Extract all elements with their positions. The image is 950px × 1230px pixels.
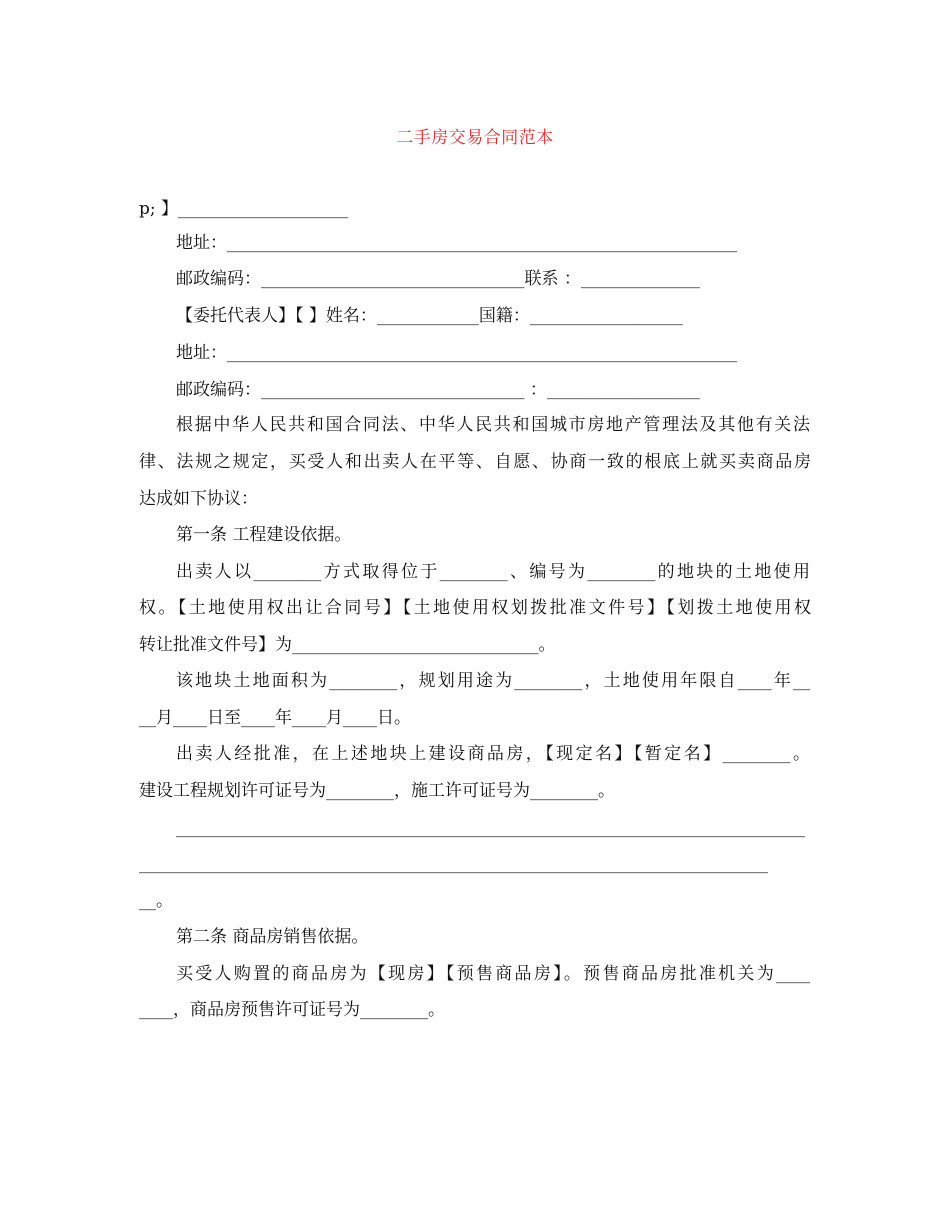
article-1-line-1: 出卖人以________方式取得位于________、编号为________的地块的土地使用 [176, 562, 810, 582]
blank-line-1: __________________________________________________________________________ [176, 818, 805, 838]
article-1-line-2: 权。【土地使用权出让合同号】【土地使用权划拨批准文件号】【划拨土地使用权 [139, 598, 811, 618]
agent-line: 【委托代表人】【 】姓名：____________国籍：__________________ [176, 306, 683, 326]
document-title: 二手房交易合同范本 [396, 128, 554, 148]
article-1-line-6: 出卖人经批准，在上述地块上建设商品房，【现定名】【暂定名】________。 [176, 744, 810, 764]
article-2-line-2: ____，商品房预售许可证号为________。 [139, 1000, 445, 1020]
postal-contact-line: 邮政编码：_______________________________联系 ：______________ [176, 269, 700, 289]
article-1-line-4: 该地块土地面积为________，规划用途为________，土地使用年限自____年__ [176, 671, 810, 691]
article-1-line-7: 建设工程规划许可证号为________，施工许可证号为________。 [139, 781, 615, 801]
address-line: 地址：____________________________________________________________ [176, 233, 737, 253]
article-1-heading: 第一条 工程建设依据。 [176, 525, 352, 545]
postal-line-2: 邮政编码：_______________________________ ：__________________ [176, 380, 700, 400]
preamble-line-2: 律、法规之规定，买受人和出卖人在平等、自愿、协商一致的根底上就买卖商品房 [139, 452, 811, 472]
blank-line-end: __。 [139, 891, 173, 911]
article-2-line-1: 买受人购置的商品房为【现房】【预售商品房】。预售商品房批准机关为____ [176, 964, 810, 984]
party-line: p; 】____________________ [139, 199, 349, 219]
preamble-line-3: 达成如下协议： [139, 489, 258, 509]
address-line-2: 地址：____________________________________________________________ [176, 343, 737, 363]
blank-line-2: __________________________________________________________________________ [139, 854, 768, 874]
article-1-line-5: __月____日至____年____月____日。 [139, 708, 411, 728]
preamble-line-1: 根据中华人民共和国合同法、中华人民共和国城市房地产管理法及其他有关法 [176, 415, 810, 435]
article-1-line-3: 转让批准文件号】为_____________________________。 [139, 635, 556, 655]
article-2-heading: 第二条 商品房销售依据。 [176, 927, 369, 947]
